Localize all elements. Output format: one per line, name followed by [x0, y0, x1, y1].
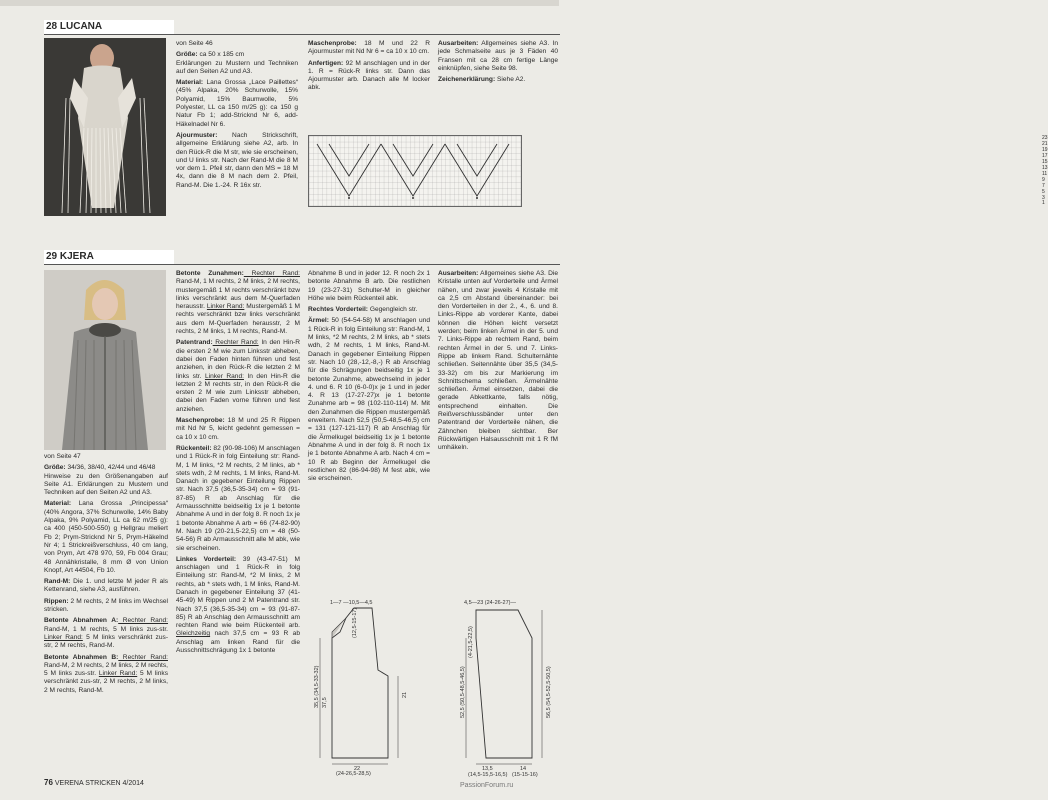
section-divider	[44, 264, 560, 265]
lucana-groesse: Größe: ca 50 x 185 cm Erklärungen zu Mustern und Techniken auf den Seiten A2 und A3.	[176, 51, 298, 75]
kjera-groesse: Größe: 34/36, 38/40, 42/44 und 46/48 Hinweise zu den Größenangaben auf Seite A1. Erklärungen zu Mustern und Techniken auf den Seiten A2 und A3.	[44, 464, 168, 497]
schema-sleeve-width-2b: (15-15-16)	[512, 772, 538, 778]
schema-sleeve-width-1b: (14,5-15,5-16,5)	[468, 772, 508, 778]
kjera-column-2	[176, 270, 300, 658]
kjera-abnahmen-b: Betonte Abnahmen B: Rechter Rand: Rand-M, 2 M rechts, 2 M links, 2 M rechts, 5 M links zus-str. Linker Rand: 5 M links verschränkt zus-str, 2 M rechts, 2 M links, 2 M rechts, Rand-M.	[44, 653, 168, 694]
knitting-chart-lucana	[308, 135, 522, 207]
schema-height-1: 35,5 (34,5-33-32)	[314, 665, 320, 708]
top-strip	[0, 0, 559, 6]
kjera-randm: Rand-M: Die 1. und letzte M jeder R als Kettenrand, siehe A3, ausführen.	[44, 578, 168, 594]
schema-top-width: 1—7 —10,5—4,5	[330, 600, 373, 606]
kjera-material: Material: Lana Grossa „Principessa“ (40% Angora, 37% Schurwolle, 14% Baby Alpaka, 9% Polyamid, LL ca 62 m/25 g): ca 400 (450-500-550) g Hellgrau meliert Fb 2; Prym-Stricknd Nr 5, Prym-Häkelnd Nr 4; 1 Strickreißverschluss, 40 cm lang, von Prym, Art 478 970, 59, Fb 004 Grau; 48 Annähkristalle, 8 mm Ø von Union Knopf, Art 44504, Fb 10.	[44, 500, 168, 574]
lucana-maschenprobe: Maschenprobe: 18 M und 22 R Ajourmuster mit Nd Nr 6 = ca 10 x 10 cm.	[308, 40, 430, 56]
kjera-rueckenteil: Rückenteil: 82 (90-98-106) M anschlagen und 1 Rück-R in folg Einteilung str: Rand-M, 1 M links, *2 M rechts, 2 M links, ab * stets wdh, 2 M rechts, 1 M links, Rand-M. Danach in gegebener Einteilung Rippen str. Nach 37,5 (36,5-35-34) cm = 93 (91-87-85) R ab Anschlag für die Armausschnitte beidseitig 1x je 1 betonte Abnahme A und in der folg 8. R noch 1x je 1 betonte Abnahme A arb = 66 (74-82-90) M. Nach 19 (20-21,5-22,5) cm = 48 (50-54-56) R ab Armausschnitt alle M abk, wie sie erscheinen.	[176, 444, 300, 552]
schema-width: 22	[354, 766, 361, 772]
pattern-schema	[306, 598, 558, 778]
schema-sleeve-width-2: 14	[520, 766, 527, 772]
kjera-aermel: Ärmel: 50 (54-54-58) M anschlagen und 1 Rück-R in folg Einteilung str: Rand-M, 1 M links, *2 M rechts, 2 M links, ab * stets wdh, 2 M rechts, 1 M links, Rand-M. Danach in gegebener Einteilung Rippen str. Nach 10 (28,-12,-8,-) R ab Anschlag für die Schrägungen beidseitig 1x je 1 betonte Zunahme, abwechselnd in jeder 4. und 6. R 10 (6-0-0)x je 1 und in jeder 4. R 13 (17-27-27)x je 1 betonte Zunahme arb = 98 (102-110-114) M. Mit den Zunahmen die Rippen mustergemäß erweitern. Nach 52,5 (50,5-48,5-46,5) cm = 131 (127-121-117) R ab Anschlag für die Ärmelkugel beidseitig 1x je 1 betonte Abnahme A und in der folg 8. R noch 1x je 1 betonte Abnahme A arb. Nach 4 cm = 10 R ab Beginn der Ärmelkugel die restlichen 82 (86-94-98) M fest abk, wie sie erscheinen.	[308, 317, 430, 483]
lucana-ref: von Seite 46	[176, 40, 213, 47]
kjera-maschenprobe: Maschenprobe: 18 M und 25 R Rippen mit Nd Nr 5, leicht gedehnt gemessen = ca 10 x 10 cm.	[176, 417, 300, 441]
section-title-lucana: 28 LUCANA	[44, 20, 174, 34]
lucana-column-1	[176, 40, 298, 193]
lucana-ajourmuster: Ajourmuster: Nach Strickschrift, allgemeine Erklärung siehe A2, arb. In den Rück-R die M str, wie sie erscheinen, und U links str. Nach der Rand-M die 8 M vor dem 1. Pfeil str, dann den MS = 18 M 4x, dann die 8 M nach dem 2. Pfeil, Rand-M. Die 1.-24. R 16x str.	[176, 131, 298, 189]
schema-sleeve-height-2: (4-21,5-22,5)	[468, 626, 474, 658]
kjera-column-4	[438, 270, 558, 456]
schema-sleeve-height-1: 52,5 (50,5-48,5-46,5)	[460, 666, 466, 718]
watermark: PassionForum.ru	[460, 782, 514, 789]
kjera-column-3	[308, 270, 430, 486]
schema-sleeve-height-3: 56,5 (54,5-52,5-50,5)	[546, 666, 552, 718]
schema-sleeve-width-1: 13,5	[482, 766, 493, 772]
schema-top-height: (12,5-15-17)	[352, 607, 358, 638]
page-footer	[44, 778, 144, 787]
photo-kjera-cardigan	[44, 270, 166, 450]
kjera-zunahmen: Betonte Zunahmen: Rechter Rand: Rand-M, 1 M rechts, 2 M links, 2 M rechts, mustergemäß 1 M rechts verschränkt bzw links verschränkt aus dem M-Querfaden herausstr. Linker Rand: Mustergemäß 1 M rechts verschränkt bzw links verschränkt aus dem M-Querfaden herausstr, 2 M rechts, 2 M links, 1 M rechts, Rand-M.	[176, 270, 300, 336]
section-title-kjera: 29 KJERA	[44, 250, 174, 264]
cardigan-photo-illustration	[44, 270, 166, 450]
kjera-ref: von Seite 47	[44, 453, 81, 460]
lucana-ausarbeiten: Ausarbeiten: Allgemeines siehe A3. In jede Schmalseite aus je 3 Fäden 40 Fransen mit ca 28 cm fertige Länge einknüpfen, siehe Seite 98.	[438, 40, 558, 72]
lucana-zeichenerklaerung: Zeichenerklärung: Siehe A2.	[438, 76, 526, 84]
schema-armhole: 21	[402, 691, 408, 698]
chart-grid	[309, 136, 521, 206]
kjera-rippen: Rippen: 2 M rechts, 2 M links im Wechsel stricken.	[44, 597, 168, 614]
photo-lucana-scarf	[44, 38, 166, 216]
kjera-ausarbeiten: Ausarbeiten: Allgemeines siehe A3. Die Kristalle unten auf Vorderteile und Ärmel nähen, und zwar jeweils 4 Kristalle mit ca 2,5 cm Abstand übereinander: bei den Vorderteilen in der 2., 4., 6. und 8. Links-Rippe ab vorderer Kante, dabei können die Höhen leicht versetzt werden; beim linken Ärmel in der 5. und 7. Links-Rippe ab rechtem Rand, beim rechten Ärmel in der 5. und 7. Links-Rippe ab linkem Rand. Schulternähte schließen. Seitennähte über 35,5 (34,5-33-32) cm bis zur Markierung im Schnittschema schließen. Ärmelnähte schließen. Ärmel einsetzen, dabei die gerade Abkettkante, falls nötig, entsprechend einhalten. Die Reißverschlussbänder unter den Patentrand der Vorderteile nähen, die Zähnchen bleiben sichtbar. Ber Rückwärtigen Halsausschnitt mit 1 R fM umhäkeln.	[438, 270, 558, 452]
lucana-column-3	[438, 40, 558, 87]
kjera-column-1	[44, 453, 168, 698]
kjera-abnahmen-a: Betonte Abnahmen A: Rechter Rand: Rand-M, 1 M rechts, 5 M links zus-str. Linker Rand: 5 M links verschränkt zus-str, 2 M rechts, Rand-M.	[44, 617, 169, 650]
schema-height-2: 37,5	[322, 697, 328, 708]
lucana-anfertigen: Anfertigen: 92 M anschlagen und in der 1. R = Rück-R links str. Dann das Ajourmuster arb. Danach alle M locker abk.	[308, 59, 430, 92]
kjera-rechtes-vorderteil: Rechtes Vorderteil: Gegengleich str.	[308, 306, 418, 314]
lucana-column-2	[308, 40, 430, 96]
schema-sleeve-top: 4,5—23 (24-26-27)—	[464, 600, 516, 606]
page-number: 76	[44, 778, 53, 787]
kjera-linkes-vorderteil: Linkes Vorderteil: 39 (43-47-51) M anschlagen und 1 Rück-R in folg Einteilung str: Rand-M, *2 M links, 2 M rechts, ab * stets wdh, 1 M links, Rand-M. Danach in gegebener Einteilung 37 (41-45-49) M Rippen und 2 M Patentrand str. Nach 37,5 (36,5-35-34) cm = 93 (91-87-85) R ab Anschlag den Armausschnitt am rechten Rand wie beim Rückenteil arb. Gleichzeitig nach 37,5 cm = 93 R ab Anschlag am linken Rand für die Ausschnittschrägung 1x 1 betonte	[176, 555, 300, 655]
kjera-patentrand: Patentrand: Rechter Rand: In den Hin-R die ersten 2 M wie zum Linksstr abheben, dabei den Faden hinten führen und fest anziehen, in den Rück-R die letzten 2 M links str. Linker Rand: In den Hin-R die letzten 2 M rechts str, in den Rück-R die ersten 2 M wie zum Linksstr abheben, dabei den Faden vorne führen und fest anziehen.	[176, 339, 301, 413]
kjera-cont: Abnahme B und in jeder 12. R noch 2x 1 betonte Abnahme B arb. Die restlichen 19 (23-27-31) Schulter-M in gleicher Höhe wie beim Rückenteil abk.	[308, 270, 430, 302]
section-divider	[44, 34, 560, 35]
schema-drawing	[306, 598, 558, 778]
scarf-photo-illustration	[44, 38, 166, 216]
schema-width-sizes: (24-26,5-28,5)	[336, 771, 371, 777]
magazine-name: VERENA STRICKEN 4/2014	[54, 780, 144, 787]
lucana-material: Material: Lana Grossa „Lace Paillettes“ (45% Alpaka, 20% Schurwolle, 15% Polyamid, 15% Baumwolle, 5% Polyester, LL ca 150 m/25 g): ca 150 g Natur Fb 1; add-Stricknd Nr 6, add-Häkelnadel Nr 6.	[176, 79, 298, 128]
chart-row-numbers: 23 21 19 17 15 13 11 9 7 5 3 1	[1042, 135, 1048, 206]
